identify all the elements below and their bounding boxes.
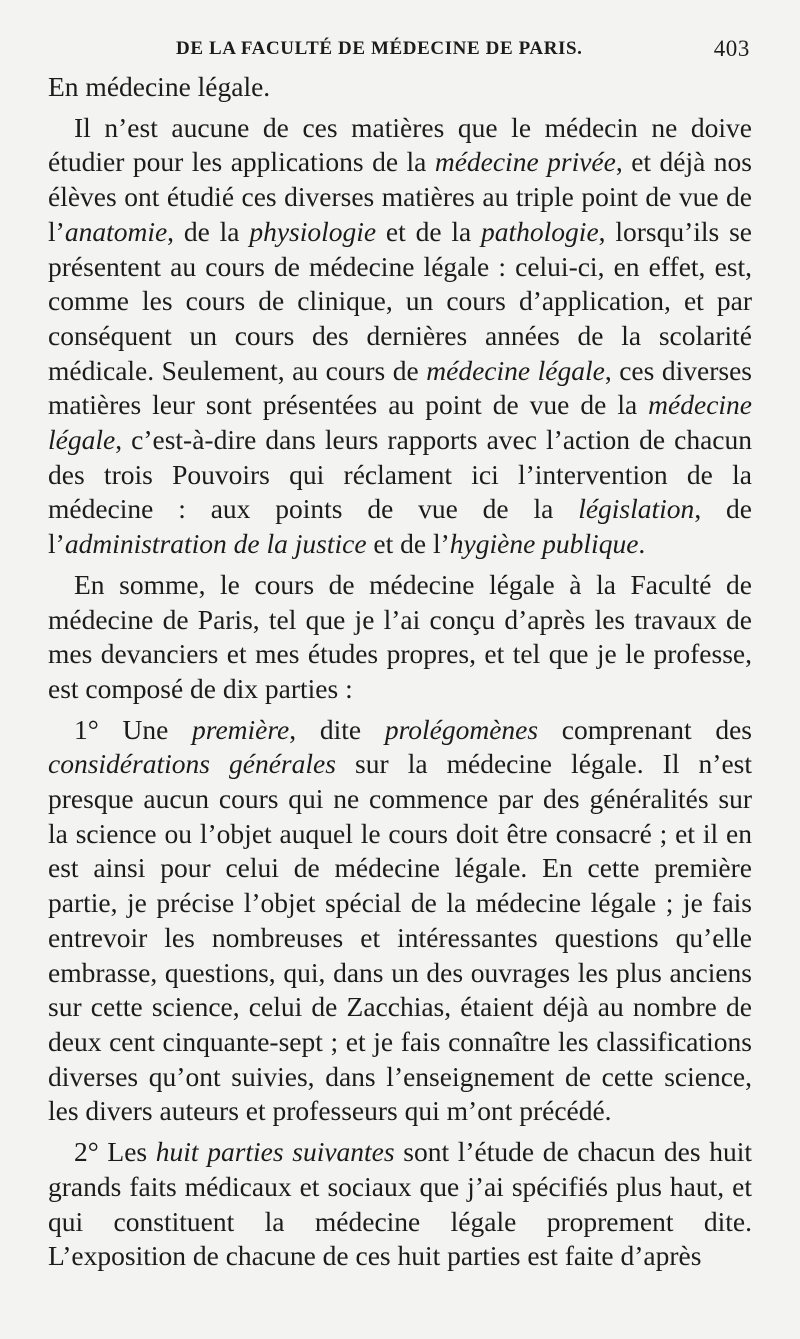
p1-seg-17: hygiène publique <box>449 528 639 560</box>
p1-seg-5: physiologie <box>249 215 377 247</box>
p1-seg-4: , de la <box>167 215 250 247</box>
p1-seg-15: administration de la justice <box>64 528 367 560</box>
p4-seg-1: huit parties suivantes <box>155 1136 395 1168</box>
paragraph-2: En somme, le cours de médecine légale à la Faculté de médecine de Paris, tel que je l’ai conçu d’après les travaux de mes devanciers et mes études propres, et tel que je le professe, est composé de dix parties : <box>48 568 752 704</box>
paragraph-0: En médecine légale. <box>48 71 271 102</box>
p1-seg-0: Il n’est aucune de ces matières que le médecin ne doive étudier pour les applications de la <box>48 111 752 178</box>
p1-seg-2: , et déjà nos élèves ont étudié ces diverses matières au triple point de vue de l’ <box>48 146 752 247</box>
p4-seg-2: sont l’étude de chacun des huit grands faits médicaux et sociaux que j’ai spécifiés plus haut, et qui constituent la médecine légale proprement dite. L’exposition de chacune de ces huit parties est faite d’après <box>48 1136 752 1272</box>
running-head: DE LA FACULTÉ DE MÉDECINE DE PARIS. <box>176 38 583 59</box>
p1-seg-9: médecine légale <box>426 354 605 386</box>
p1-seg-14: , de l’ <box>48 493 752 560</box>
p1-seg-11: médecine légale <box>48 389 752 456</box>
page-number: 403 <box>713 36 750 61</box>
body-text <box>48 70 752 1274</box>
p1-seg-3: anatomie <box>64 215 168 247</box>
p1-seg-10: , ces diverses matières leur sont présentées au point de vue de la <box>48 354 752 421</box>
p3-seg-0: 1° Une <box>74 713 193 745</box>
p3-seg-3: prolégomènes <box>384 713 539 745</box>
p3-seg-1: première <box>192 713 290 745</box>
p1-seg-16: et de l’ <box>366 528 450 560</box>
p1-seg-6: et de la <box>376 215 482 247</box>
p1-seg-8: , lorsqu’ils se présentent au cours de médecine légale : celui-ci, en effet, est, comme les cours de clinique, un cours d’application, et par conséquent un cours des dernières années de la scolarité médicale. Seulement, au cours de <box>48 215 752 386</box>
p3-seg-6: sur la médecine légale. Il n’est presque aucun cours qui ne commence par des généralités sur la science ou l’objet auquel le cours doit être consacré ; et il en est ainsi pour celui de médecine légale. En cette première partie, je précise l’objet spécial de la médecine légale ; je fais entrevoir les nombreuses et intéressantes questions qu’elle embrasse, questions, qui, dans un des ouvrages les plus anciens sur cette science, celui de Zacchias, étaient déjà au nombre de deux cent cinquante-sept ; et je fais connaître les classifications diverses qu’ont suivies, dans l’enseignement de cette science, les divers auteurs et professeurs qui m’ont précédé. <box>48 748 752 1127</box>
p1-seg-1: médecine privée <box>434 146 616 178</box>
p4-seg-0: 2° Les <box>74 1136 156 1168</box>
paragraph-1 <box>48 111 752 562</box>
page-header <box>48 30 752 70</box>
p1-seg-13: législation <box>578 493 695 525</box>
p1-seg-7: pathologie <box>481 215 599 247</box>
p3-seg-4: comprenant des <box>538 713 752 745</box>
p3-seg-5: considérations générales <box>48 748 336 780</box>
p3-seg-2: , dite <box>289 713 385 745</box>
paragraph-4 <box>48 1135 752 1274</box>
paragraph-3 <box>48 713 752 1129</box>
p1-seg-12: , c’est-à-dire dans leurs rapports avec l’action de chacun des trois Pouvoirs qui réclament ici l’intervention de la médecine : aux points de vue de la <box>48 424 752 525</box>
p1-seg-18: . <box>638 528 646 560</box>
